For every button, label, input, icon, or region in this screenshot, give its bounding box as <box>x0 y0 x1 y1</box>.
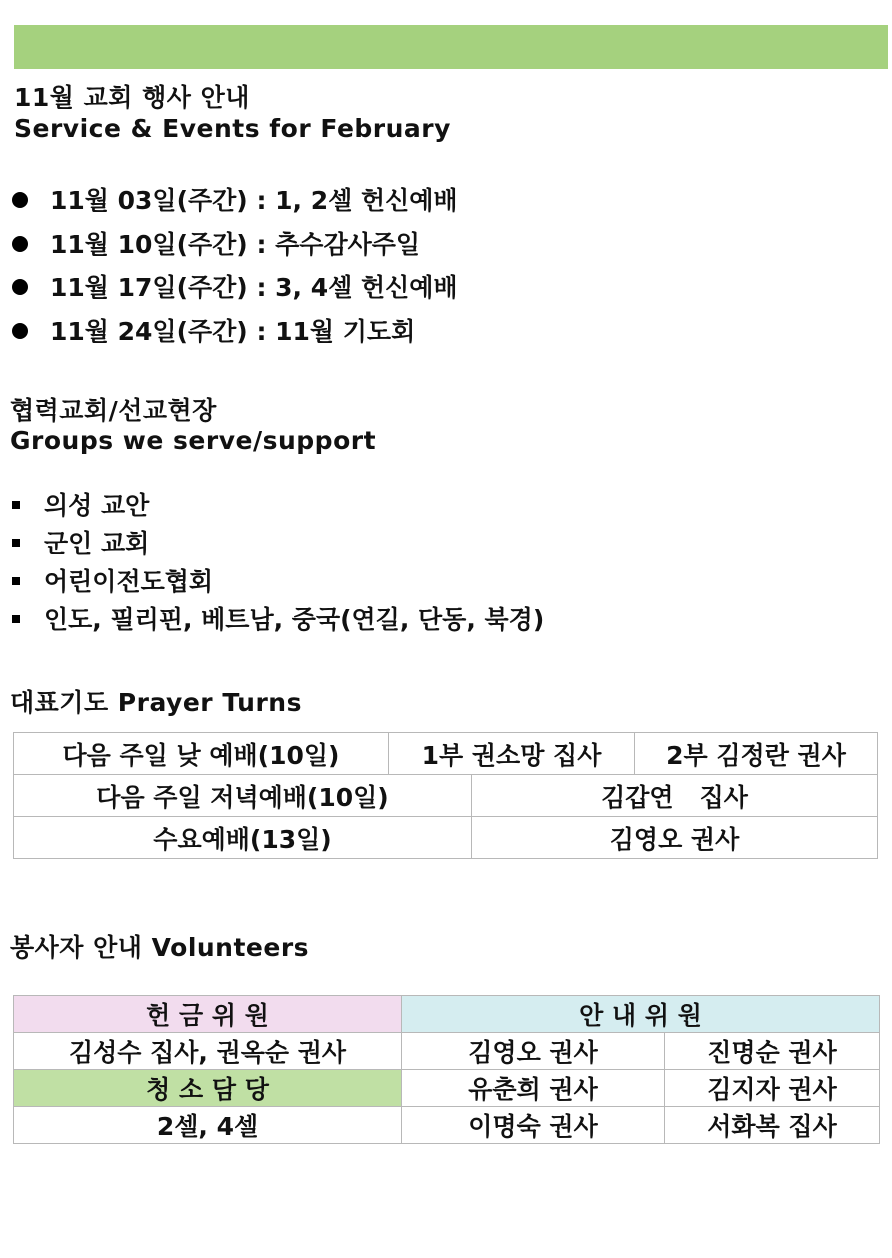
table-cell: 진명순 권사 <box>665 1033 880 1070</box>
bullet-icon <box>12 323 28 339</box>
bullet-icon <box>12 577 20 585</box>
table-row <box>14 1033 880 1070</box>
list-item: 어린이전도협회 <box>12 562 872 600</box>
table-cell: 다음 주일 저녁예배(10일) <box>14 775 472 817</box>
table-cell: 김성수 집사, 권옥순 권사 <box>14 1033 402 1070</box>
table-cell: 이명숙 권사 <box>402 1107 665 1144</box>
table-cell: 김지자 권사 <box>665 1070 880 1107</box>
table-cell: 다음 주일 낮 예배(10일) <box>14 733 389 775</box>
table-cell: 2셀, 4셀 <box>14 1107 402 1144</box>
events-title-ko: 11월 교회 행사 안내 <box>14 83 250 112</box>
list-item: 의성 교안 <box>12 486 872 524</box>
groups-list <box>12 486 872 638</box>
list-item: 11월 17일(주간) : 3, 4셀 헌신예배 <box>12 268 872 312</box>
bullet-icon <box>12 615 20 623</box>
header-accent-bar <box>14 25 888 69</box>
table-cell: 김영오 권사 <box>402 1033 665 1070</box>
list-item: 11월 24일(주간) : 11월 기도회 <box>12 312 872 356</box>
table-cell: 서화복 집사 <box>665 1107 880 1144</box>
table-row <box>14 996 880 1033</box>
offering-header-cell: 헌 금 위 원 <box>14 996 402 1033</box>
bullet-icon <box>12 539 20 547</box>
table-row <box>14 775 878 817</box>
prayer-title: 대표기도 Prayer Turns <box>10 688 302 717</box>
list-item: 인도, 필리핀, 베트남, 중국(연길, 단동, 북경) <box>12 600 872 638</box>
bullet-icon <box>12 279 28 295</box>
list-item: 11월 10일(주간) : 추수감사주일 <box>12 225 872 268</box>
table-cell: 1부 권소망 집사 <box>389 733 635 775</box>
table-cell: 김영오 권사 <box>472 817 878 859</box>
cleaning-header-cell: 청 소 담 당 <box>14 1070 402 1107</box>
bullet-icon <box>12 501 20 509</box>
list-item: 11월 03일(주간) : 1, 2셀 헌신예배 <box>12 181 872 225</box>
usher-header-cell: 안 내 위 원 <box>402 996 880 1033</box>
volunteers-title: 봉사자 안내 Volunteers <box>10 933 310 962</box>
table-row <box>14 1107 880 1144</box>
volunteers-table <box>13 995 880 1144</box>
table-cell: 유춘희 권사 <box>402 1070 665 1107</box>
events-list <box>12 181 872 356</box>
table-row <box>14 1070 880 1107</box>
groups-title-ko: 협력교회/선교현장 <box>10 396 217 425</box>
groups-title-en: Groups we serve/support <box>10 426 377 455</box>
bullet-icon <box>12 192 28 208</box>
table-cell: 2부 김정란 권사 <box>635 733 878 775</box>
table-row <box>14 733 878 775</box>
table-cell: 수요예배(13일) <box>14 817 472 859</box>
events-title-en: Service & Events for February <box>14 114 451 143</box>
table-cell: 김갑연 집사 <box>472 775 878 817</box>
list-item: 군인 교회 <box>12 524 872 562</box>
prayer-table <box>13 732 878 859</box>
bullet-icon <box>12 236 28 252</box>
table-row <box>14 817 878 859</box>
